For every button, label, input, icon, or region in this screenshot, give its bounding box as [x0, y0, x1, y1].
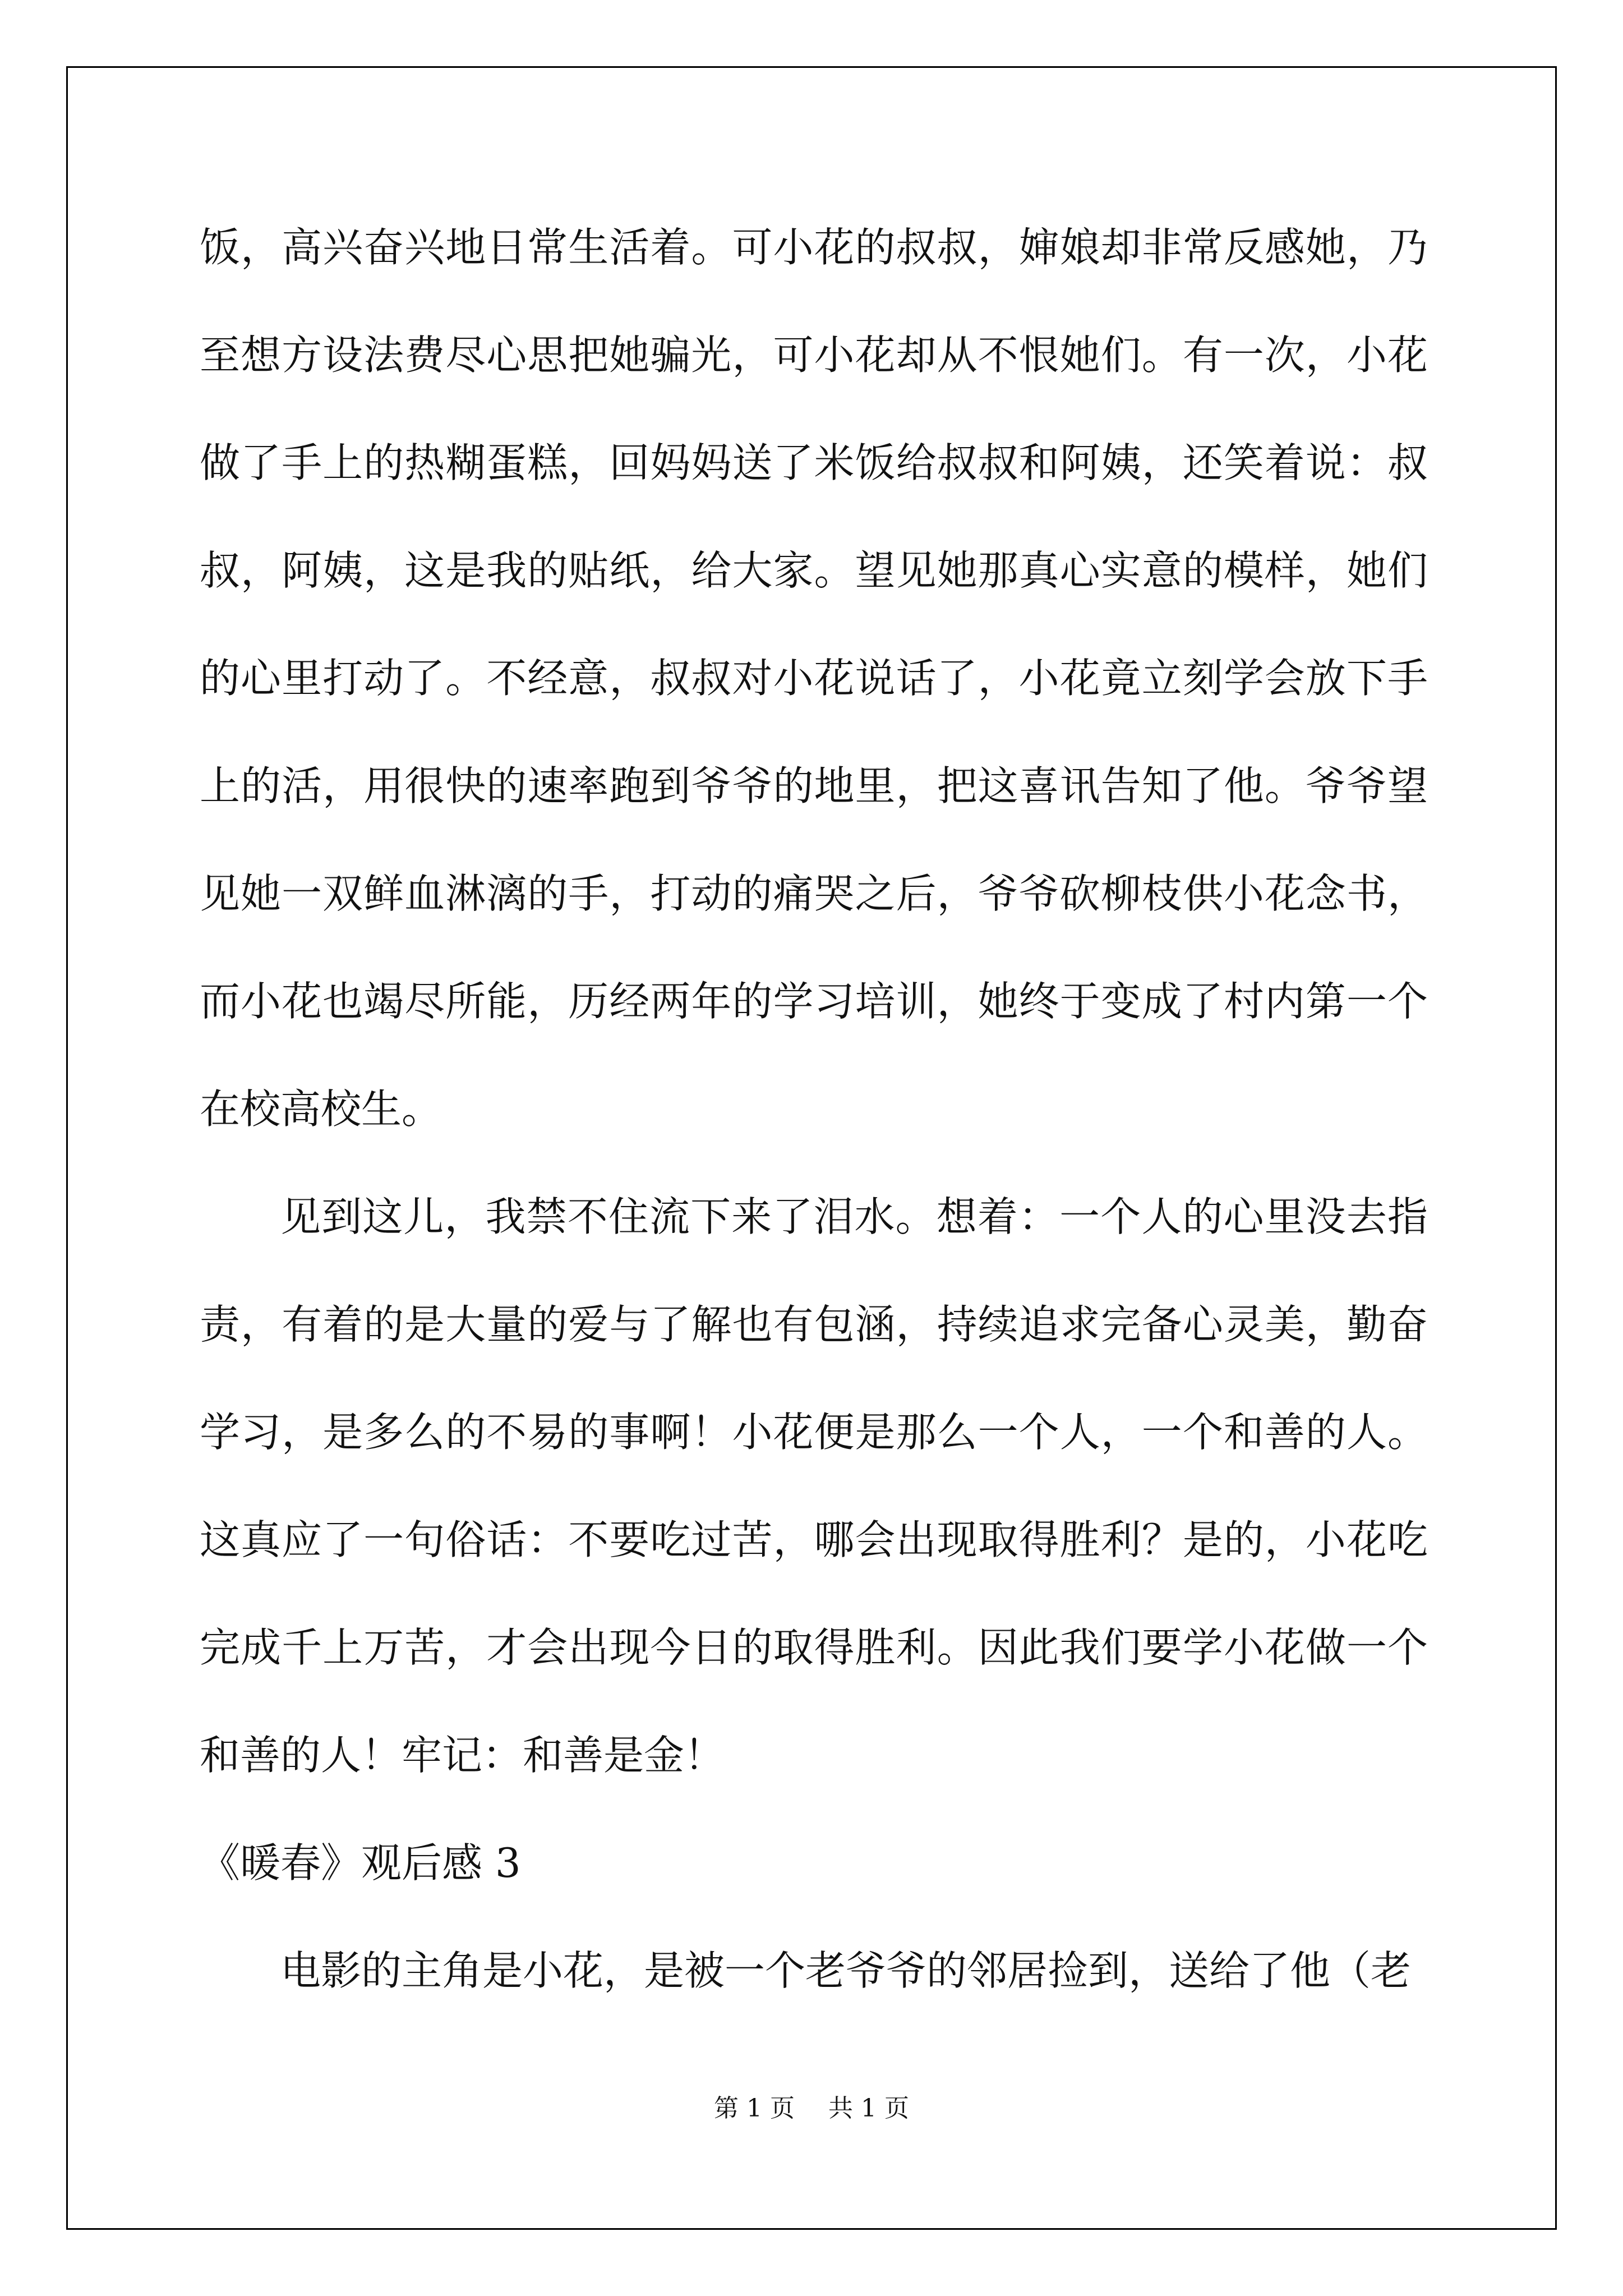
paragraph-1: 饭，高兴奋兴地日常生活着。可小花的叔叔，婶娘却非常反感她，乃至想方设法费尽心思把她骗光，可小花却从不恨她们。有一次，小花做了手上的热糊蛋糕，回妈妈送了米饭给叔叔和阿姨，还笑着说：叔叔，阿姨，这是我的贴纸，给大家。望见她那真心实意的模样，她们的心里打动了。不经意，叔叔对小花说话了，小花竟立刻学会放下手上的活，用很快的速率跑到爷爷的地里，把这喜讯告知了他。爷爷望见她一双鲜血淋漓的手，打动的痛哭之后，爷爷砍柳枝供小花念书，而小花也竭尽所能，历经两年的学习培训，她终于变成了村内第一个在校高校生。	[200, 224, 1428, 1133]
section-heading: 《暖春》观后感 3	[200, 1839, 521, 1887]
paragraph-2: 见到这儿，我禁不住流下来了泪水。想着：一个人的心里没去指责，有着的是大量的爱与了解也有包涵，持续追求完备心灵美，勤奋学习，是多么的不易的事啊！小花便是那么一个人，一个和善的人。这真应了一句俗话：不要吃过苦，哪会出现取得胜利？是的，小花吃完成千上万苦，才会出现今日的取得胜利。因此我们要学小花做一个和善的人！牢记：和善是金！	[200, 1193, 1428, 1779]
page-total: 共 1 页	[828, 2094, 909, 2123]
paragraph-3: 电影的主角是小花，是被一个老爷爷的邻居捡到，送给了他（老	[280, 1947, 1412, 1994]
document-body	[200, 194, 1428, 2024]
page-number: 第 1 页	[714, 2094, 795, 2123]
page-footer	[0, 2088, 1623, 2124]
